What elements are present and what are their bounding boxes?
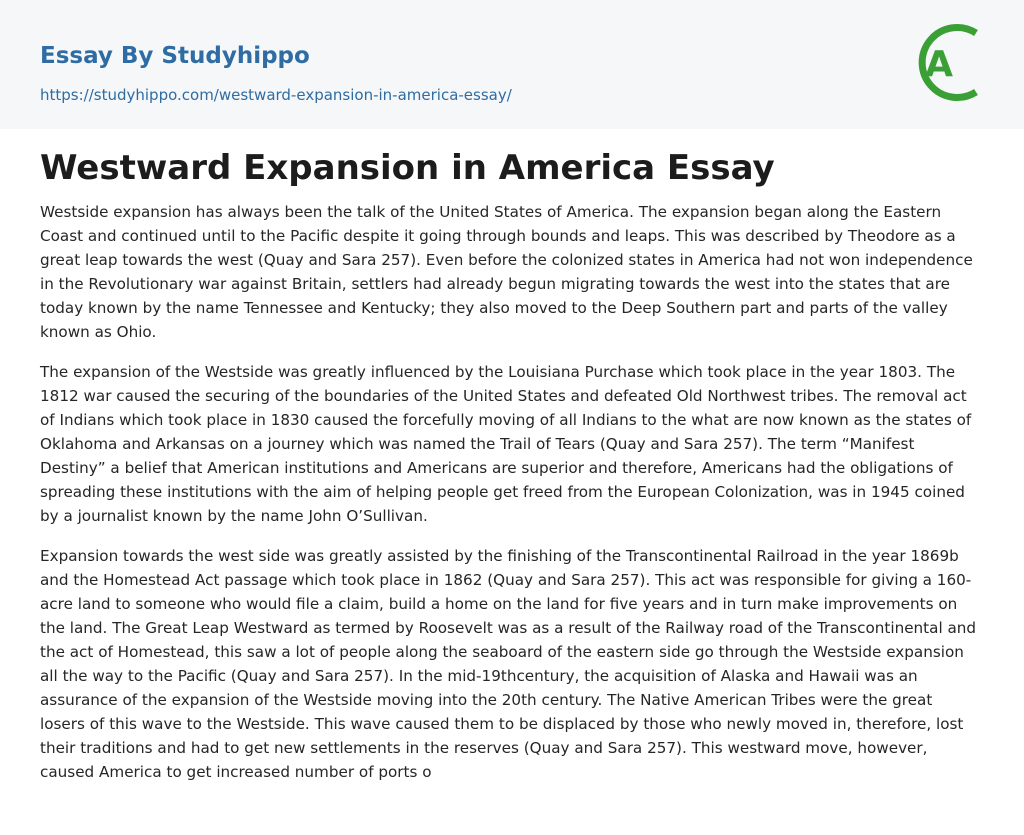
essay-title: Westward Expansion in America Essay	[40, 148, 775, 188]
site-header	[0, 0, 1024, 129]
studyhippo-logo-icon[interactable]	[912, 19, 987, 106]
essay-paragraph: The expansion of the Westside was greatly influenced by the Louisiana Purchase which took place in the year 1803. The 1812 war caused the securing of the boundaries of the United States and defeated Old Northwest tribes. The removal act of Indians which took place in 1830 caused the forcefully moving of all Indians to the what are now known as the states of Oklahoma and Arkansas on a journey which was named the Trail of Tears (Quay and Sara 257). The term “Manifest Destiny” a belief that American institutions and Americans are superior and therefore, Americans had the obligations of spreading these institutions with the aim of helping people get freed from the European Colonization, was in 1945 coined by a journalist known by the name John O’Sullivan.	[40, 363, 972, 525]
logo-letter: A	[925, 44, 953, 85]
essay-paragraph: Expansion towards the west side was greatly assisted by the finishing of the Transcontinental Railroad in the year 1869b and the Homestead Act passage which took place in 1862 (Quay and Sara 257). This act was responsible for giving a 160-acre land to someone who would file a claim, build a home on the land for five years and in turn make improvements on the land. The Great Leap Westward as termed by Roosevelt was as a result of the Railway road of the Transcontinental and the act of Homestead, this saw a lot of people along the seaboard of the eastern side go through the Westside expansion all the way to the Pacific (Quay and Sara 257). In the mid-19thcentury, the acquisition of Alaska and Hawaii was an assurance of the expansion of the Westside moving into the 20th century. The Native American Tribes were the great losers of this wave to the Westside. This wave caused them to be displaced by those who newly moved in, therefore, lost their traditions and had to get new settlements in the reserves (Quay and Sara 257). This westward move, however, caused America to get increased number of ports o	[40, 547, 977, 781]
essay-paragraph: Westside expansion has always been the talk of the United States of America. The expansion began along the Eastern Coast and continued until to the Pacific despite it going through bounds and leaps. This was described by Theodore as a great leap towards the west (Quay and Sara 257). Even before the colonized states in America had not won independence in the Revolutionary war against Britain, settlers had already begun migrating towards the west into the states that are today known by the name Tennessee and Kentucky; they also moved to the Deep Southern part and parts of the valley known as Ohio.	[40, 203, 973, 341]
essay-url-link[interactable]: https://studyhippo.com/westward-expansion-in-america-essay/	[40, 86, 512, 104]
essay-content	[40, 142, 980, 800]
site-brand[interactable]: Essay By Studyhippo	[40, 43, 310, 69]
